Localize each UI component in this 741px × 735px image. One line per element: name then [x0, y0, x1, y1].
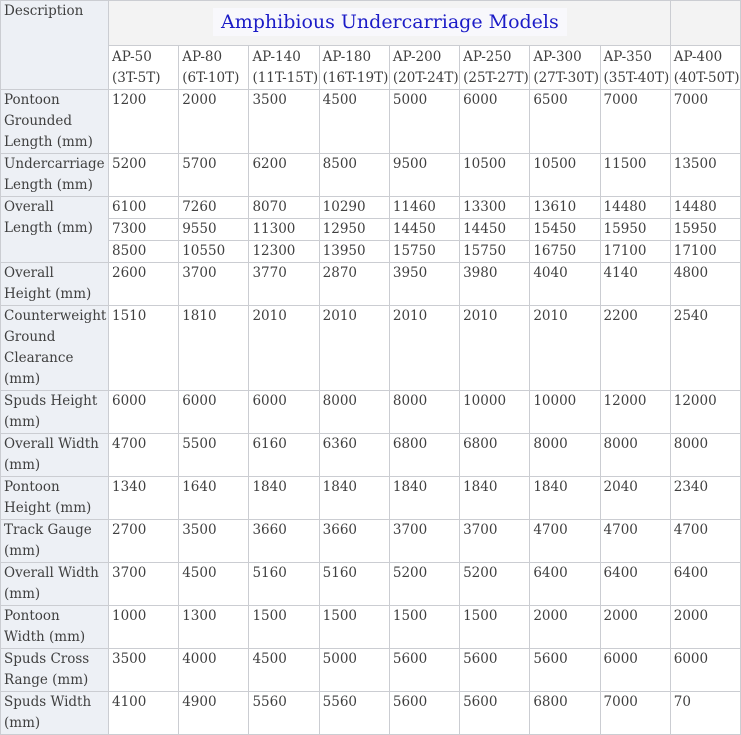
spec-value-cell: 1500 [319, 606, 389, 649]
spec-value-cell: 2010 [460, 306, 530, 391]
spec-value-cell: 5600 [389, 692, 459, 735]
spec-value-cell: 14450 [389, 219, 459, 241]
spec-value-cell: 2010 [249, 306, 319, 391]
model-capacity: (27T-30T) [533, 70, 600, 86]
table-row [1, 563, 741, 606]
spec-value-cell: 6800 [460, 434, 530, 477]
spec-value-cell: 1840 [319, 477, 389, 520]
spec-value-cell: 12300 [249, 241, 319, 263]
table-row [1, 241, 741, 263]
spec-value-cell: 2010 [530, 306, 600, 391]
model-capacity: (35T-40T) [603, 70, 670, 86]
model-header-ap-50 [109, 46, 179, 90]
model-capacity: (6T-10T) [182, 70, 240, 86]
spec-value-cell: 8500 [109, 241, 179, 263]
spec-value-cell: 8070 [249, 197, 319, 219]
row-label: Spuds Width (mm) [1, 692, 109, 735]
spec-value-cell: 3950 [389, 263, 459, 306]
model-header-row [1, 46, 741, 90]
spec-value-cell: 2540 [670, 306, 740, 391]
spec-value-cell: 6000 [460, 90, 530, 154]
spec-value-cell: 11500 [600, 154, 670, 197]
spec-value-cell: 1500 [460, 606, 530, 649]
spec-value-cell: 5600 [460, 649, 530, 692]
spec-value-cell: 6000 [600, 649, 670, 692]
spec-value-cell: 10000 [460, 391, 530, 434]
model-name: AP-250 [463, 49, 512, 65]
spec-value-cell: 5160 [249, 563, 319, 606]
spec-value-cell: 1810 [179, 306, 249, 391]
spec-value-cell: 15750 [389, 241, 459, 263]
spec-value-cell: 8000 [389, 391, 459, 434]
spec-value-cell: 13950 [319, 241, 389, 263]
spec-value-cell: 2040 [600, 477, 670, 520]
spec-value-cell: 15950 [600, 219, 670, 241]
model-name: AP-50 [112, 49, 152, 65]
model-name: AP-350 [603, 49, 652, 65]
spec-value-cell: 16750 [530, 241, 600, 263]
spec-value-cell: 4500 [179, 563, 249, 606]
table-row [1, 219, 741, 241]
spec-value-cell: 3770 [249, 263, 319, 306]
model-header-ap-250 [460, 46, 530, 90]
spec-value-cell: 14450 [460, 219, 530, 241]
model-name: AP-400 [673, 49, 723, 65]
spec-value-cell: 1300 [179, 606, 249, 649]
spec-value-cell: 13610 [530, 197, 600, 219]
model-capacity: (16T-19T) [322, 70, 389, 86]
table-row [1, 692, 741, 735]
spec-value-cell: 6200 [249, 154, 319, 197]
spec-value-cell: 5000 [389, 90, 459, 154]
spec-value-cell: 4900 [179, 692, 249, 735]
spec-value-cell: 5600 [389, 649, 459, 692]
table-row [1, 649, 741, 692]
spec-value-cell: 8000 [670, 434, 740, 477]
spec-value-cell: 6800 [389, 434, 459, 477]
spec-value-cell: 4700 [670, 520, 740, 563]
spec-value-cell: 12000 [670, 391, 740, 434]
spec-value-cell: 4700 [600, 520, 670, 563]
spec-value-cell: 9500 [389, 154, 459, 197]
model-capacity: (11T-15T) [252, 70, 319, 86]
spec-value-cell: 10290 [319, 197, 389, 219]
spec-value-cell: 17100 [600, 241, 670, 263]
table-row [1, 306, 741, 391]
spec-value-cell: 3980 [460, 263, 530, 306]
model-name: AP-300 [533, 49, 582, 65]
spec-value-cell: 11460 [389, 197, 459, 219]
spec-value-cell: 2000 [179, 90, 249, 154]
spec-value-cell: 70 [670, 692, 740, 735]
spec-value-cell: 15750 [460, 241, 530, 263]
spec-value-cell: 3660 [249, 520, 319, 563]
row-label: Overall Width (mm) [1, 434, 109, 477]
spec-value-cell: 10500 [460, 154, 530, 197]
model-header-ap-300 [530, 46, 600, 90]
spec-value-cell: 8000 [600, 434, 670, 477]
spec-value-cell: 4040 [530, 263, 600, 306]
model-header-ap-200 [389, 46, 459, 90]
row-label: Spuds Height (mm) [1, 391, 109, 434]
spec-value-cell: 6160 [249, 434, 319, 477]
spec-value-cell: 1640 [179, 477, 249, 520]
table-title-cell [109, 1, 671, 46]
row-label: Spuds Cross Range (mm) [1, 649, 109, 692]
title-row [1, 1, 741, 46]
spec-value-cell: 8000 [319, 391, 389, 434]
spec-value-cell: 5000 [319, 649, 389, 692]
spec-value-cell: 2600 [109, 263, 179, 306]
spec-value-cell: 1000 [109, 606, 179, 649]
model-name: AP-200 [392, 49, 442, 65]
spec-value-cell: 6000 [670, 649, 740, 692]
spec-value-cell: 5500 [179, 434, 249, 477]
row-label: Overall Width (mm) [1, 563, 109, 606]
spec-value-cell: 5200 [460, 563, 530, 606]
row-label: Pontoon Width (mm) [1, 606, 109, 649]
spec-value-cell: 14480 [670, 197, 740, 219]
row-label: Counterweight Ground Clearance (mm) [1, 306, 109, 391]
model-name: AP-140 [252, 49, 301, 65]
spec-value-cell: 5600 [530, 649, 600, 692]
spec-value-cell: 4500 [319, 90, 389, 154]
spec-value-cell: 2000 [600, 606, 670, 649]
model-header-ap-140 [249, 46, 319, 90]
spec-value-cell: 7300 [109, 219, 179, 241]
spec-value-cell: 4500 [249, 649, 319, 692]
table-row [1, 606, 741, 649]
spec-value-cell: 4700 [530, 520, 600, 563]
spec-value-cell: 2000 [530, 606, 600, 649]
spec-value-cell: 5200 [109, 154, 179, 197]
row-label: Track Gauge (mm) [1, 520, 109, 563]
row-label: Pontoon Grounded Length (mm) [1, 90, 109, 154]
spec-value-cell: 1840 [389, 477, 459, 520]
spec-value-cell: 5160 [319, 563, 389, 606]
spec-value-cell: 5200 [389, 563, 459, 606]
spec-value-cell: 11300 [249, 219, 319, 241]
table-title: Amphibious Undercarriage Models [213, 8, 567, 36]
row-label: Overall Height (mm) [1, 263, 109, 306]
spec-value-cell: 7000 [600, 692, 670, 735]
spec-value-cell: 1500 [389, 606, 459, 649]
row-label: Pontoon Height (mm) [1, 477, 109, 520]
spec-value-cell: 2010 [389, 306, 459, 391]
spec-value-cell: 5600 [460, 692, 530, 735]
table-row [1, 391, 741, 434]
model-header-ap-180 [319, 46, 389, 90]
spec-value-cell: 1200 [109, 90, 179, 154]
spec-value-cell: 10000 [530, 391, 600, 434]
spec-value-cell: 15450 [530, 219, 600, 241]
model-header-ap-350 [600, 46, 670, 90]
model-header-ap-80 [179, 46, 249, 90]
table-row [1, 520, 741, 563]
spec-value-cell: 1840 [460, 477, 530, 520]
model-capacity: (25T-27T) [463, 70, 529, 86]
spec-value-cell: 3500 [249, 90, 319, 154]
spec-value-cell: 7260 [179, 197, 249, 219]
table-row [1, 477, 741, 520]
spec-value-cell: 3700 [109, 563, 179, 606]
model-capacity: (3T-5T) [112, 70, 161, 86]
spec-value-cell: 2340 [670, 477, 740, 520]
spec-value-cell: 7000 [670, 90, 740, 154]
spec-value-cell: 3500 [179, 520, 249, 563]
spec-value-cell: 3700 [460, 520, 530, 563]
spec-table-body [1, 90, 741, 735]
spec-value-cell: 4700 [109, 434, 179, 477]
title-empty-cell [670, 1, 740, 46]
spec-value-cell: 14480 [600, 197, 670, 219]
model-name: AP-180 [322, 49, 372, 65]
spec-value-cell: 6000 [249, 391, 319, 434]
description-column-header: Description [1, 1, 109, 90]
model-header-ap-400 [670, 46, 740, 90]
spec-value-cell: 2000 [670, 606, 740, 649]
table-header [1, 1, 741, 90]
spec-value-cell: 6800 [530, 692, 600, 735]
spec-value-cell: 3700 [179, 263, 249, 306]
spec-value-cell: 3660 [319, 520, 389, 563]
spec-value-cell: 2870 [319, 263, 389, 306]
spec-value-cell: 5560 [249, 692, 319, 735]
spec-value-cell: 6500 [530, 90, 600, 154]
spec-value-cell: 12000 [600, 391, 670, 434]
table-row [1, 197, 741, 219]
spec-value-cell: 1510 [109, 306, 179, 391]
spec-value-cell: 6000 [179, 391, 249, 434]
spec-value-cell: 6400 [530, 563, 600, 606]
spec-value-cell: 9550 [179, 219, 249, 241]
spec-value-cell: 6000 [109, 391, 179, 434]
spec-value-cell: 10550 [179, 241, 249, 263]
model-name: AP-80 [182, 49, 223, 65]
spec-value-cell: 5560 [319, 692, 389, 735]
spec-value-cell: 4140 [600, 263, 670, 306]
spec-value-cell: 5700 [179, 154, 249, 197]
spec-value-cell: 6400 [670, 563, 740, 606]
spec-value-cell: 4000 [179, 649, 249, 692]
spec-value-cell: 7000 [600, 90, 670, 154]
table-row [1, 90, 741, 154]
table-row [1, 263, 741, 306]
spec-value-cell: 15950 [670, 219, 740, 241]
spec-value-cell: 2700 [109, 520, 179, 563]
spec-value-cell: 4800 [670, 263, 740, 306]
spec-value-cell: 4100 [109, 692, 179, 735]
spec-value-cell: 6400 [600, 563, 670, 606]
table-row [1, 154, 741, 197]
row-label: Undercarriage Length (mm) [1, 154, 109, 197]
row-label: Overall Length (mm) [1, 197, 109, 263]
spec-value-cell: 3500 [109, 649, 179, 692]
spec-value-cell: 1840 [530, 477, 600, 520]
spec-value-cell: 8500 [319, 154, 389, 197]
spec-value-cell: 6360 [319, 434, 389, 477]
spec-value-cell: 1500 [249, 606, 319, 649]
spec-value-cell: 1340 [109, 477, 179, 520]
spec-value-cell: 6100 [109, 197, 179, 219]
spec-value-cell: 2200 [600, 306, 670, 391]
spec-value-cell: 8000 [530, 434, 600, 477]
spec-value-cell: 1840 [249, 477, 319, 520]
spec-value-cell: 13500 [670, 154, 740, 197]
spec-value-cell: 3700 [389, 520, 459, 563]
spec-value-cell: 12950 [319, 219, 389, 241]
model-capacity: (40T-50T) [673, 70, 740, 86]
model-capacity: (20T-24T) [392, 70, 459, 86]
spec-value-cell: 2010 [319, 306, 389, 391]
table-row [1, 434, 741, 477]
spec-value-cell: 17100 [670, 241, 740, 263]
spec-value-cell: 10500 [530, 154, 600, 197]
spec-value-cell: 13300 [460, 197, 530, 219]
